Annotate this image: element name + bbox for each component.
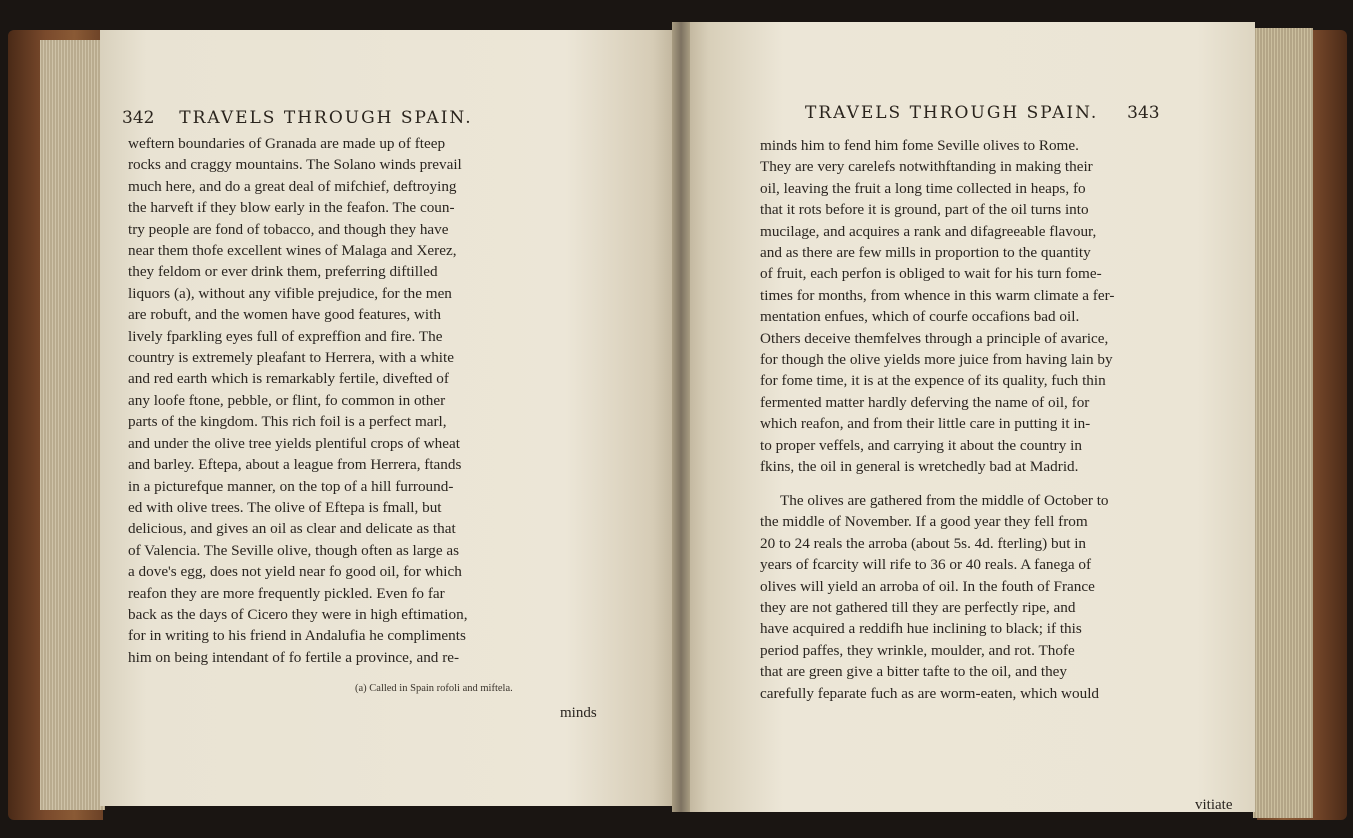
text-line: period paffes, they wrinkle, moulder, and rot. Thofe bbox=[760, 641, 1075, 659]
text-line: have acquired a reddifh hue inclining to black; if this bbox=[760, 620, 1082, 638]
text-line: fermented matter hardly deferving the name of oil, for bbox=[760, 393, 1090, 411]
text-line: of fruit, each perfon is obliged to wait for his turn fome- bbox=[760, 265, 1102, 283]
text-line: and as there are few mills in proportion to the quantity bbox=[760, 244, 1091, 262]
text-line: for though the olive yields more juice from having lain by bbox=[760, 351, 1113, 369]
text-line: they feldom or ever drink them, preferring diftilled bbox=[128, 263, 438, 281]
text-line: which reafon, and from their little care in putting it in- bbox=[760, 415, 1091, 433]
left-running-title: TRAVELS THROUGH SPAIN. bbox=[179, 108, 473, 128]
text-line: They are very carelefs notwithftanding in making their bbox=[760, 158, 1093, 176]
text-line: fkins, the oil in general is wretchedly bad at Madrid. bbox=[760, 458, 1079, 476]
text-line: they are not gathered till they are perfectly ripe, and bbox=[760, 599, 1076, 617]
right-page-number: 343 bbox=[1127, 103, 1160, 123]
text-line: Others deceive themfelves through a principle of avarice, bbox=[760, 329, 1109, 347]
right-page-header bbox=[805, 103, 1160, 123]
right-page-body bbox=[760, 135, 1114, 478]
text-line: back as the days of Cicero they were in high eftimation, bbox=[128, 605, 468, 623]
text-line: olives will yield an arroba of oil. In the fouth of France bbox=[760, 577, 1095, 595]
text-line: near them thofe excellent wines of Malaga and Xerez, bbox=[128, 242, 457, 260]
text-line: mucilage, and acquires a rank and difagreeable flavour, bbox=[760, 222, 1097, 240]
text-line: are robuft, and the women have good features, with bbox=[128, 306, 441, 324]
text-line: much here, and do a great deal of mifchief, deftroying bbox=[128, 177, 457, 195]
text-line: minds him to fend him fome Seville olives to Rome. bbox=[760, 137, 1079, 154]
text-line: lively fparkling eyes full of expreffion and fire. The bbox=[128, 327, 443, 345]
text-line: that are green give a bitter tafte to the oil, and they bbox=[760, 663, 1067, 681]
book-gutter bbox=[672, 22, 690, 812]
left-page-number: 342 bbox=[122, 108, 155, 128]
text-line: years of fcarcity will rife to 36 or 40 reals. A fanega of bbox=[760, 556, 1092, 574]
text-line: and barley. Eftepa, about a league from Herrera, ftands bbox=[128, 456, 462, 474]
page-edges-right bbox=[1253, 28, 1313, 818]
text-line: that it rots before it is ground, part of the oil turns into bbox=[760, 201, 1089, 219]
right-page-body-2 bbox=[760, 490, 1109, 704]
text-line: liquors (a), without any vifible prejudice, for the men bbox=[128, 284, 452, 302]
text-line: try people are fond of tobacco, and though they have bbox=[128, 220, 449, 238]
left-page-header bbox=[122, 108, 473, 128]
text-line: a dove's egg, does not yield near fo good oil, for which bbox=[128, 563, 462, 581]
text-line: ed with olive trees. The olive of Eftepa is fmall, but bbox=[128, 498, 442, 516]
text-line: times for months, from whence in this warm climate a fer- bbox=[760, 286, 1115, 304]
text-line: for in writing to his friend in Andalufia he compliments bbox=[128, 627, 466, 645]
text-line: for fome time, it is at the expence of its quality, fuch thin bbox=[760, 372, 1106, 390]
text-line: and under the olive tree yields plentiful crops of wheat bbox=[128, 434, 460, 452]
right-running-title: TRAVELS THROUGH SPAIN. bbox=[805, 103, 1099, 123]
text-line: in a picturefque manner, on the top of a hill furround- bbox=[128, 477, 454, 495]
text-line: and red earth which is remarkably fertile, divefted of bbox=[128, 370, 449, 388]
text-line: country is extremely pleafant to Herrera, with a white bbox=[128, 349, 454, 367]
text-line: mentation enfues, which of courfe occafions bad oil. bbox=[760, 308, 1080, 326]
text-line: weftern boundaries of Granada are made up of fteep bbox=[128, 135, 446, 152]
text-line: the harveft if they blow early in the feafon. The coun- bbox=[128, 199, 455, 217]
left-catchword: minds bbox=[560, 705, 597, 721]
text-line: of Valencia. The Seville olive, though often as large as bbox=[128, 541, 460, 559]
text-line: carefully feparate fuch as are worm-eaten, which would bbox=[760, 684, 1100, 702]
left-page-body bbox=[128, 133, 468, 668]
text-line: oil, leaving the fruit a long time collected in heaps, fo bbox=[760, 179, 1086, 197]
right-catchword: vitiate bbox=[1195, 797, 1233, 813]
text-line: 20 to 24 reals the arroba (about 5s. 4d. fterling) but in bbox=[760, 534, 1087, 552]
text-line: rocks and craggy mountains. The Solano winds prevail bbox=[128, 156, 462, 174]
left-footnote: (a) Called in Spain rofoli and miftela. bbox=[355, 683, 513, 694]
text-line: delicious, and gives an oil as clear and delicate as that bbox=[128, 520, 456, 538]
text-line: The olives are gathered from the middle of October to bbox=[780, 492, 1109, 509]
page-edges-left bbox=[40, 40, 105, 810]
text-line: him on being intendant of fo fertile a province, and re- bbox=[128, 648, 460, 666]
text-line: reafon they are more frequently pickled. Even fo far bbox=[128, 584, 445, 602]
text-line: any loofe ftone, pebble, or flint, fo common in other bbox=[128, 391, 446, 409]
text-line: the middle of November. If a good year they fell from bbox=[760, 513, 1088, 531]
text-line: parts of the kingdom. This rich foil is a perfect marl, bbox=[128, 413, 447, 431]
text-line: to proper veffels, and carrying it about the country in bbox=[760, 436, 1082, 454]
